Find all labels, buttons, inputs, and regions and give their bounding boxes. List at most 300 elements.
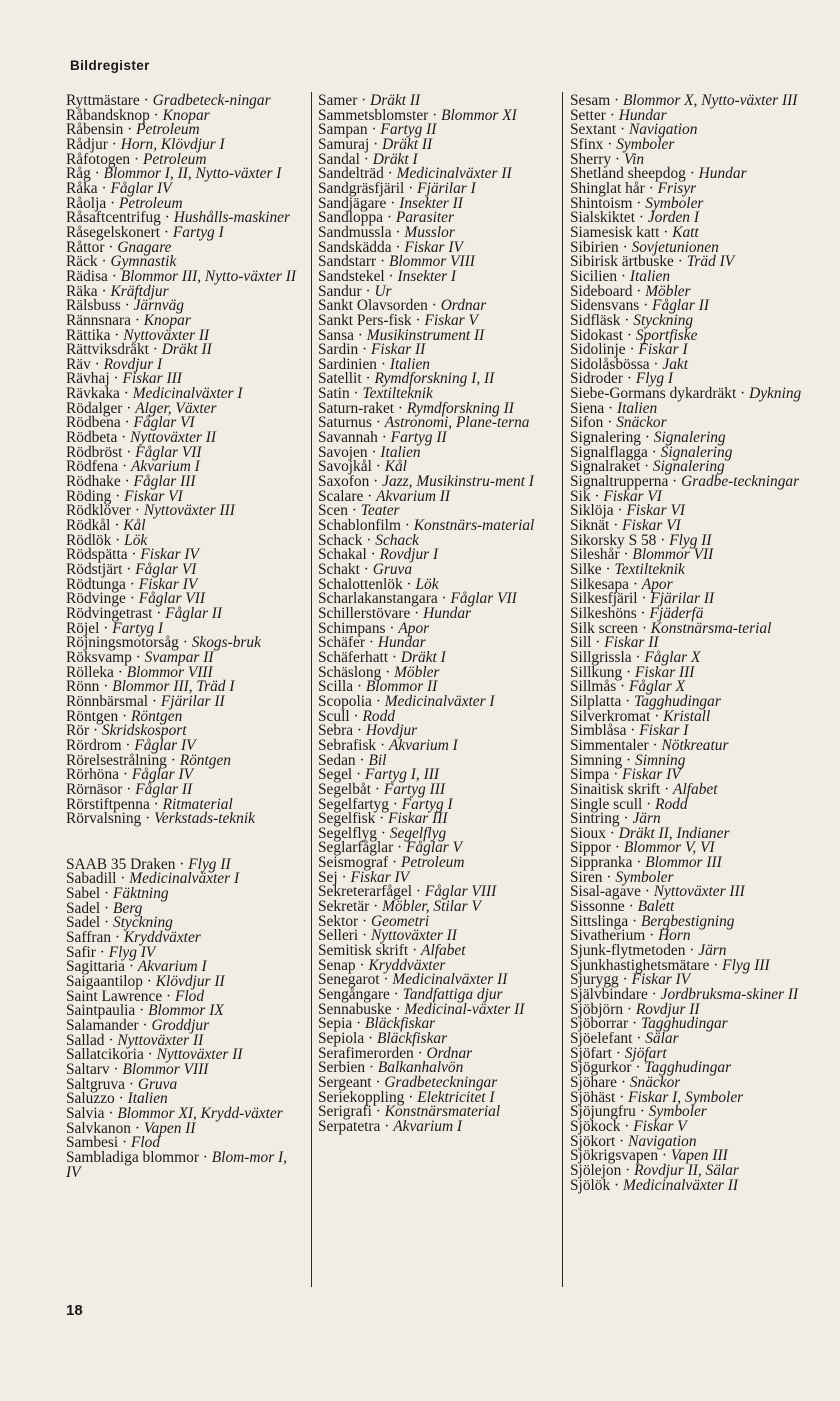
index-term: Schakal bbox=[318, 546, 367, 564]
index-term: Salvia bbox=[66, 1104, 105, 1122]
index-category: Textilteknik bbox=[362, 385, 433, 403]
index-category: Italien bbox=[380, 443, 421, 461]
index-category: Simning bbox=[635, 751, 686, 769]
index-term: Schäferhatt bbox=[318, 648, 389, 666]
index-category: Svampar II bbox=[144, 648, 214, 666]
index-category: Fåglar VII bbox=[138, 590, 205, 608]
separator-dot: · bbox=[371, 414, 385, 432]
separator-dot: · bbox=[106, 194, 120, 212]
index-term: Schablonfilm bbox=[318, 517, 401, 535]
index-category: Bläckfiskar bbox=[365, 1015, 436, 1033]
separator-dot: · bbox=[388, 795, 402, 813]
index-term: Sabel bbox=[66, 885, 101, 903]
separator-dot: · bbox=[116, 870, 130, 888]
index-category: Fiskar IV bbox=[138, 575, 198, 593]
index-category: Elektricitet I bbox=[417, 1088, 495, 1106]
separator-dot: · bbox=[623, 1000, 636, 1018]
index-term: Sidfläsk bbox=[570, 311, 621, 329]
separator-dot: · bbox=[611, 1044, 625, 1062]
index-category: Fiskar IV bbox=[404, 238, 463, 256]
index-term: Segelfartyg bbox=[318, 795, 389, 813]
separator-dot: · bbox=[605, 824, 619, 842]
index-term: Shinglat hår bbox=[570, 179, 645, 197]
index-category: Fiskar III bbox=[635, 663, 695, 681]
index-term: Sagittaria bbox=[66, 958, 125, 976]
index-term: Röntgen bbox=[66, 707, 119, 725]
index-term: Sadel bbox=[66, 899, 101, 917]
index-category: Hovdjur bbox=[365, 722, 418, 740]
index-category: Fåglar V bbox=[406, 839, 463, 857]
index-term: Senegarot bbox=[318, 971, 380, 989]
index-category: Gradbeteckningar bbox=[384, 1073, 498, 1091]
separator-dot: · bbox=[363, 487, 377, 505]
index-category: Alger, Växter bbox=[135, 399, 217, 417]
index-term: Sikorsky S 58 bbox=[570, 531, 657, 549]
index-category: Träd IV bbox=[686, 253, 735, 271]
separator-dot: · bbox=[123, 121, 137, 139]
separator-dot: · bbox=[647, 443, 661, 461]
index-category: Signalering bbox=[652, 458, 725, 476]
index-term: Sjöhäst bbox=[570, 1088, 616, 1106]
separator-dot: · bbox=[99, 619, 113, 637]
index-category: Tagghudingar bbox=[634, 692, 721, 710]
separator-dot: · bbox=[367, 121, 381, 139]
index-term: Rörhöna bbox=[66, 766, 120, 784]
separator-dot: · bbox=[198, 1148, 212, 1166]
index-term: Siena bbox=[570, 399, 605, 417]
separator-dot: · bbox=[142, 973, 156, 991]
separator-dot: · bbox=[412, 883, 425, 901]
index-term: Självbindare bbox=[570, 986, 648, 1004]
index-category: Groddjur bbox=[151, 1017, 210, 1035]
separator-dot: · bbox=[109, 1061, 123, 1078]
separator-dot: · bbox=[623, 370, 636, 388]
separator-dot: · bbox=[658, 1147, 671, 1165]
index-term: Saluzzo bbox=[66, 1090, 115, 1108]
index-category: Klövdjur II bbox=[155, 973, 225, 991]
index-term: Sesam bbox=[570, 92, 611, 109]
index-category: Rodd bbox=[362, 707, 395, 725]
index-category: Akvarium II bbox=[376, 487, 451, 505]
index-category: Akvarium I bbox=[130, 458, 200, 476]
index-term: Rördrom bbox=[66, 736, 122, 754]
index-category: Verkstads-teknik bbox=[154, 810, 255, 828]
index-category: Sportfiske bbox=[635, 326, 698, 344]
index-category: Fartyg I, III bbox=[365, 766, 439, 784]
index-category: Ritmaterial bbox=[162, 795, 233, 813]
index-term: Sandloppa bbox=[318, 209, 383, 227]
index-category: Apor bbox=[641, 575, 673, 593]
index-category: Knopar bbox=[143, 311, 191, 329]
separator-dot: · bbox=[359, 150, 373, 168]
index-category: Musikinstrument II bbox=[366, 326, 485, 344]
separator-dot: · bbox=[648, 736, 662, 754]
index-category: Akvarium I bbox=[137, 958, 207, 976]
separator-dot: · bbox=[367, 443, 381, 461]
index-category: Fåglar II bbox=[165, 604, 223, 622]
index-category: Symboler bbox=[645, 194, 704, 212]
separator-dot: · bbox=[640, 458, 653, 476]
index-term: Segel bbox=[318, 766, 353, 784]
index-term: Single scull bbox=[570, 795, 643, 813]
index-term: Råfotogen bbox=[66, 150, 131, 168]
index-category: Styckning bbox=[633, 311, 694, 329]
index-term: Rödlök bbox=[66, 531, 112, 549]
separator-dot: · bbox=[617, 267, 630, 285]
separator-dot: · bbox=[400, 517, 414, 535]
index-category: Petroleum bbox=[142, 150, 207, 168]
index-category: Insekter I bbox=[397, 267, 457, 285]
index-term: Råolja bbox=[66, 194, 107, 212]
index-term: Sandelträd bbox=[318, 165, 384, 183]
index-term: Sissonne bbox=[570, 898, 625, 916]
index-category: Möbler, Stilar V bbox=[382, 898, 481, 916]
index-term: Sabadill bbox=[66, 870, 117, 888]
index-category: Kräftdjur bbox=[110, 282, 169, 300]
separator-dot: · bbox=[110, 517, 124, 535]
index-category: Jazz, Musikinstru-ment I bbox=[382, 473, 534, 491]
separator-dot: · bbox=[371, 1073, 385, 1091]
index-category: Flyg IV bbox=[108, 943, 156, 961]
index-term: Signalraket bbox=[570, 458, 641, 476]
index-term: Sengångare bbox=[318, 986, 390, 1004]
index-category: Fåglar X bbox=[644, 648, 701, 666]
index-category: Blommor III bbox=[645, 854, 722, 872]
index-category: Nyttoväxter III bbox=[653, 883, 745, 901]
separator-dot: · bbox=[135, 1002, 149, 1020]
index-category: Fartyg I bbox=[401, 795, 453, 813]
separator-dot: · bbox=[590, 487, 604, 505]
separator-dot: · bbox=[645, 927, 659, 945]
index-term: Schäfer bbox=[318, 634, 365, 652]
index-category: Fiskar III bbox=[388, 810, 448, 828]
index-term: Savojkål bbox=[318, 458, 372, 476]
index-category: Fiskar III bbox=[122, 370, 182, 388]
separator-dot: · bbox=[637, 590, 651, 608]
index-category: Fåglar VIII bbox=[424, 883, 497, 901]
index-category: Fartyg I bbox=[112, 619, 164, 637]
index-category: Flyg II bbox=[188, 855, 231, 873]
index-category: Fiskar II bbox=[604, 634, 659, 652]
separator-dot: · bbox=[361, 370, 375, 388]
index-entry bbox=[570, 1176, 806, 1194]
index-term: Röding bbox=[66, 487, 112, 505]
separator-dot: · bbox=[97, 179, 111, 197]
section-gap bbox=[66, 827, 304, 858]
separator-dot: · bbox=[97, 282, 111, 300]
index-category: Järn bbox=[698, 942, 727, 960]
index-term: Sifon bbox=[570, 414, 604, 432]
index-category: Fåglar II bbox=[652, 297, 709, 315]
index-category: Sovjetunionen bbox=[631, 238, 719, 256]
separator-dot: · bbox=[639, 297, 653, 315]
index-category: Konstnärs-material bbox=[413, 517, 535, 535]
index-category: Bläckfiskar bbox=[377, 1030, 448, 1047]
index-term: Simning bbox=[570, 751, 623, 769]
separator-dot: · bbox=[634, 209, 648, 227]
index-term: Seglarfåglar bbox=[318, 839, 394, 857]
index-category: Fåglar X bbox=[629, 678, 686, 696]
separator-dot: · bbox=[118, 1134, 131, 1152]
index-category: Ur bbox=[374, 282, 392, 300]
index-term: Silkeshöns bbox=[570, 604, 637, 622]
index-term: Silk screen bbox=[570, 619, 638, 637]
index-term: Sivatherium bbox=[570, 927, 646, 945]
index-category: Fartyg III bbox=[383, 780, 445, 798]
index-category: Hushålls-maskiner bbox=[173, 209, 290, 227]
separator-dot: · bbox=[625, 341, 639, 359]
separator-dot: · bbox=[413, 1044, 427, 1062]
index-term: Sjunk-flytmetoden bbox=[570, 942, 686, 960]
index-entry bbox=[66, 1148, 304, 1181]
separator-dot: · bbox=[388, 854, 401, 872]
index-term: Sideboard bbox=[570, 282, 633, 300]
separator-dot: · bbox=[642, 795, 656, 813]
index-term: Sallad bbox=[66, 1031, 105, 1049]
index-term: Sjunkhastighetsmätare bbox=[570, 956, 710, 974]
index-category: Symboler bbox=[648, 1103, 707, 1121]
separator-dot: · bbox=[685, 942, 699, 960]
separator-dot: · bbox=[610, 1176, 624, 1194]
index-term: Sandjägare bbox=[318, 194, 387, 212]
index-category: Horn bbox=[658, 927, 691, 945]
index-category: Italien bbox=[629, 267, 671, 285]
index-term: Sjöelefant bbox=[570, 1030, 633, 1047]
index-term: Rörstiftpenna bbox=[66, 795, 150, 813]
index-term: Sibirien bbox=[570, 238, 619, 256]
index-term: Sherry bbox=[570, 150, 612, 168]
index-category: Nyttoväxter II bbox=[371, 927, 457, 945]
separator-dot: · bbox=[100, 885, 114, 903]
index-category: Akvarium I bbox=[393, 1117, 463, 1135]
index-term: Saffran bbox=[66, 929, 112, 947]
index-term: Röksvamp bbox=[66, 648, 132, 666]
separator-dot: · bbox=[117, 429, 131, 447]
separator-dot: · bbox=[611, 150, 624, 168]
separator-dot: · bbox=[601, 561, 615, 578]
index-category: Snäckor bbox=[629, 1073, 681, 1091]
index-term: Serbien bbox=[318, 1059, 366, 1077]
index-category: Tandfattiga djur bbox=[402, 986, 503, 1004]
index-category: Italien bbox=[127, 1090, 168, 1108]
separator-dot: · bbox=[100, 899, 114, 917]
index-term: Sergeant bbox=[318, 1073, 372, 1091]
separator-dot: · bbox=[361, 282, 375, 300]
index-category: Blom-mor I, IV bbox=[66, 1148, 288, 1181]
separator-dot: · bbox=[637, 619, 651, 637]
index-category: Fåglar II bbox=[135, 780, 193, 798]
index-term: Sansa bbox=[318, 326, 354, 344]
index-category: Symboler bbox=[616, 135, 675, 153]
index-term: Sextant bbox=[570, 121, 617, 139]
separator-dot: · bbox=[609, 517, 623, 535]
index-term: Räka bbox=[66, 282, 98, 300]
index-category: Fåglar VII bbox=[135, 443, 202, 461]
separator-dot: · bbox=[175, 855, 189, 873]
index-category: Dykning bbox=[749, 385, 802, 403]
separator-dot: · bbox=[622, 751, 635, 769]
index-category: Medicinal-växter II bbox=[404, 1000, 525, 1018]
separator-dot: · bbox=[100, 914, 114, 932]
index-category: Schack bbox=[375, 531, 419, 549]
index-term: Rörnäsor bbox=[66, 780, 123, 798]
separator-dot: · bbox=[366, 546, 380, 564]
index-category: Balett bbox=[637, 898, 675, 916]
separator-dot: · bbox=[386, 194, 400, 212]
index-term: Scopolia bbox=[318, 692, 372, 710]
index-category: Petroleum bbox=[119, 194, 183, 212]
index-category: Blommor III, Nytto-växter II bbox=[120, 267, 296, 285]
index-category: Dräkt II, Indianer bbox=[618, 824, 730, 842]
index-term: Räck bbox=[66, 253, 98, 271]
index-category: Gruva bbox=[372, 561, 413, 578]
index-term: Sandal bbox=[318, 150, 360, 168]
index-category: Medicinalväxter II bbox=[396, 165, 512, 183]
index-category: Fiskar IV bbox=[631, 971, 691, 989]
index-category: Rodd bbox=[655, 795, 688, 813]
index-term: Röjningsmotorsåg bbox=[66, 634, 179, 652]
index-category: Styckning bbox=[113, 914, 173, 932]
index-category: Möbler bbox=[394, 663, 440, 681]
separator-dot: · bbox=[131, 648, 145, 666]
index-term: Serigrafi bbox=[318, 1103, 372, 1121]
index-term: Rälsbuss bbox=[66, 297, 121, 315]
separator-dot: · bbox=[659, 223, 673, 241]
separator-dot: · bbox=[668, 473, 682, 491]
index-term: Saint Lawrence bbox=[66, 987, 163, 1005]
separator-dot: · bbox=[111, 487, 125, 505]
index-category: Fiskar VI bbox=[626, 502, 685, 520]
separator-dot: · bbox=[369, 898, 383, 916]
index-term: Selleri bbox=[318, 927, 359, 945]
index-category: Hundar bbox=[698, 165, 747, 183]
index-category: Italien bbox=[389, 355, 431, 373]
index-column-1 bbox=[66, 94, 304, 1180]
separator-dot: · bbox=[352, 766, 366, 784]
index-term: Serafimerorden bbox=[318, 1044, 414, 1062]
index-term: Rödtunga bbox=[66, 575, 126, 593]
index-term: Schack bbox=[318, 531, 363, 549]
index-term: Segelbåt bbox=[318, 780, 371, 798]
index-term: Sjölejon bbox=[570, 1161, 622, 1179]
separator-dot: · bbox=[632, 282, 646, 300]
index-term: Rättviksdräkt bbox=[66, 341, 149, 359]
separator-dot: · bbox=[623, 326, 636, 344]
separator-dot: · bbox=[358, 912, 372, 930]
index-term: Sambladiga blommor bbox=[66, 1148, 199, 1166]
index-category: Rovdjur I bbox=[379, 546, 439, 564]
index-term: Sippranka bbox=[570, 854, 633, 872]
index-category: Medicinalväxter II bbox=[623, 1176, 738, 1194]
separator-dot: · bbox=[616, 121, 629, 139]
index-category: Fjäderfä bbox=[649, 604, 704, 622]
index-category: Fiskar I bbox=[638, 341, 688, 359]
index-category: Gnagare bbox=[117, 238, 172, 256]
index-term: Sankt Olavsorden bbox=[318, 297, 428, 315]
index-term: Sidolinje bbox=[570, 341, 626, 359]
index-term: Sambesi bbox=[66, 1134, 119, 1152]
separator-dot: · bbox=[359, 561, 373, 578]
index-category: Lök bbox=[124, 531, 148, 549]
index-term: Sardin bbox=[318, 341, 359, 359]
index-term: Rävkaka bbox=[66, 385, 120, 403]
index-category: Gruva bbox=[137, 1075, 178, 1093]
separator-dot: · bbox=[95, 943, 109, 961]
index-category: Flyg I bbox=[635, 370, 674, 388]
separator-dot: · bbox=[631, 648, 645, 666]
separator-dot: · bbox=[120, 297, 134, 315]
separator-dot: · bbox=[107, 267, 121, 285]
separator-dot: · bbox=[111, 929, 124, 947]
separator-dot: · bbox=[647, 986, 661, 1004]
index-category: Fåglar IV bbox=[131, 766, 193, 784]
index-term: Signalering bbox=[570, 429, 641, 447]
index-category: Jordbruksma-skiner II bbox=[660, 986, 799, 1004]
separator-dot: · bbox=[364, 1030, 377, 1047]
index-category: Katt bbox=[672, 223, 699, 241]
index-category: Fiskar IV bbox=[350, 868, 410, 886]
separator-dot: · bbox=[617, 1073, 630, 1091]
index-term: Serpatetra bbox=[318, 1117, 381, 1135]
separator-dot: · bbox=[120, 473, 134, 491]
index-term: Sandstekel bbox=[318, 267, 385, 285]
index-category: Dräkt II bbox=[382, 135, 433, 153]
index-category: Blommor V, VI bbox=[623, 839, 715, 857]
index-term: Savannah bbox=[318, 429, 378, 447]
index-category: Rovdjur II bbox=[635, 1000, 700, 1018]
separator-dot: · bbox=[388, 648, 401, 666]
index-term: Rödklöver bbox=[66, 502, 131, 520]
index-category: Sälar bbox=[645, 1030, 679, 1047]
index-term: Siebe-Gormans dykardräkt bbox=[570, 385, 737, 403]
index-category: Vapen III bbox=[670, 1147, 728, 1165]
index-term: Råg bbox=[66, 165, 91, 183]
separator-dot: · bbox=[122, 780, 136, 798]
index-category: Röntgen bbox=[130, 707, 183, 725]
index-category: Blommor III, Träd I bbox=[112, 678, 235, 696]
separator-dot: · bbox=[365, 634, 378, 652]
index-term: Scalare bbox=[318, 487, 364, 505]
index-term: Signaltrupperna bbox=[570, 473, 669, 491]
index-term: Sjöborrar bbox=[570, 1015, 629, 1033]
index-category: Fåglar VII bbox=[450, 590, 517, 608]
index-term: Sfinx bbox=[570, 135, 604, 153]
index-category: Järnväg bbox=[133, 297, 184, 315]
index-term: Sankt Pers-fisk bbox=[318, 311, 412, 329]
separator-dot: · bbox=[369, 473, 383, 491]
index-category: Fiskar VI bbox=[622, 517, 681, 535]
separator-dot: · bbox=[120, 414, 134, 432]
index-term: Scen bbox=[318, 502, 348, 520]
separator-dot: · bbox=[357, 92, 371, 109]
separator-dot: · bbox=[408, 942, 422, 960]
separator-dot: · bbox=[640, 883, 654, 901]
index-term: Silplatta bbox=[570, 692, 622, 710]
index-category: Järn bbox=[632, 810, 661, 828]
index-category: Akvarium I bbox=[388, 736, 458, 754]
index-category: Petroleum bbox=[136, 121, 200, 139]
index-category: Fartyg I bbox=[172, 223, 224, 241]
separator-dot: · bbox=[113, 663, 127, 681]
index-term: Saintpaulia bbox=[66, 1002, 136, 1020]
separator-dot: · bbox=[127, 546, 141, 564]
separator-dot: · bbox=[640, 429, 654, 447]
index-category: Navigation bbox=[628, 1132, 697, 1150]
index-category: Flod bbox=[174, 987, 205, 1005]
index-term: Sennabuske bbox=[318, 1000, 392, 1018]
separator-dot: · bbox=[148, 341, 162, 359]
column-divider bbox=[311, 92, 312, 1287]
